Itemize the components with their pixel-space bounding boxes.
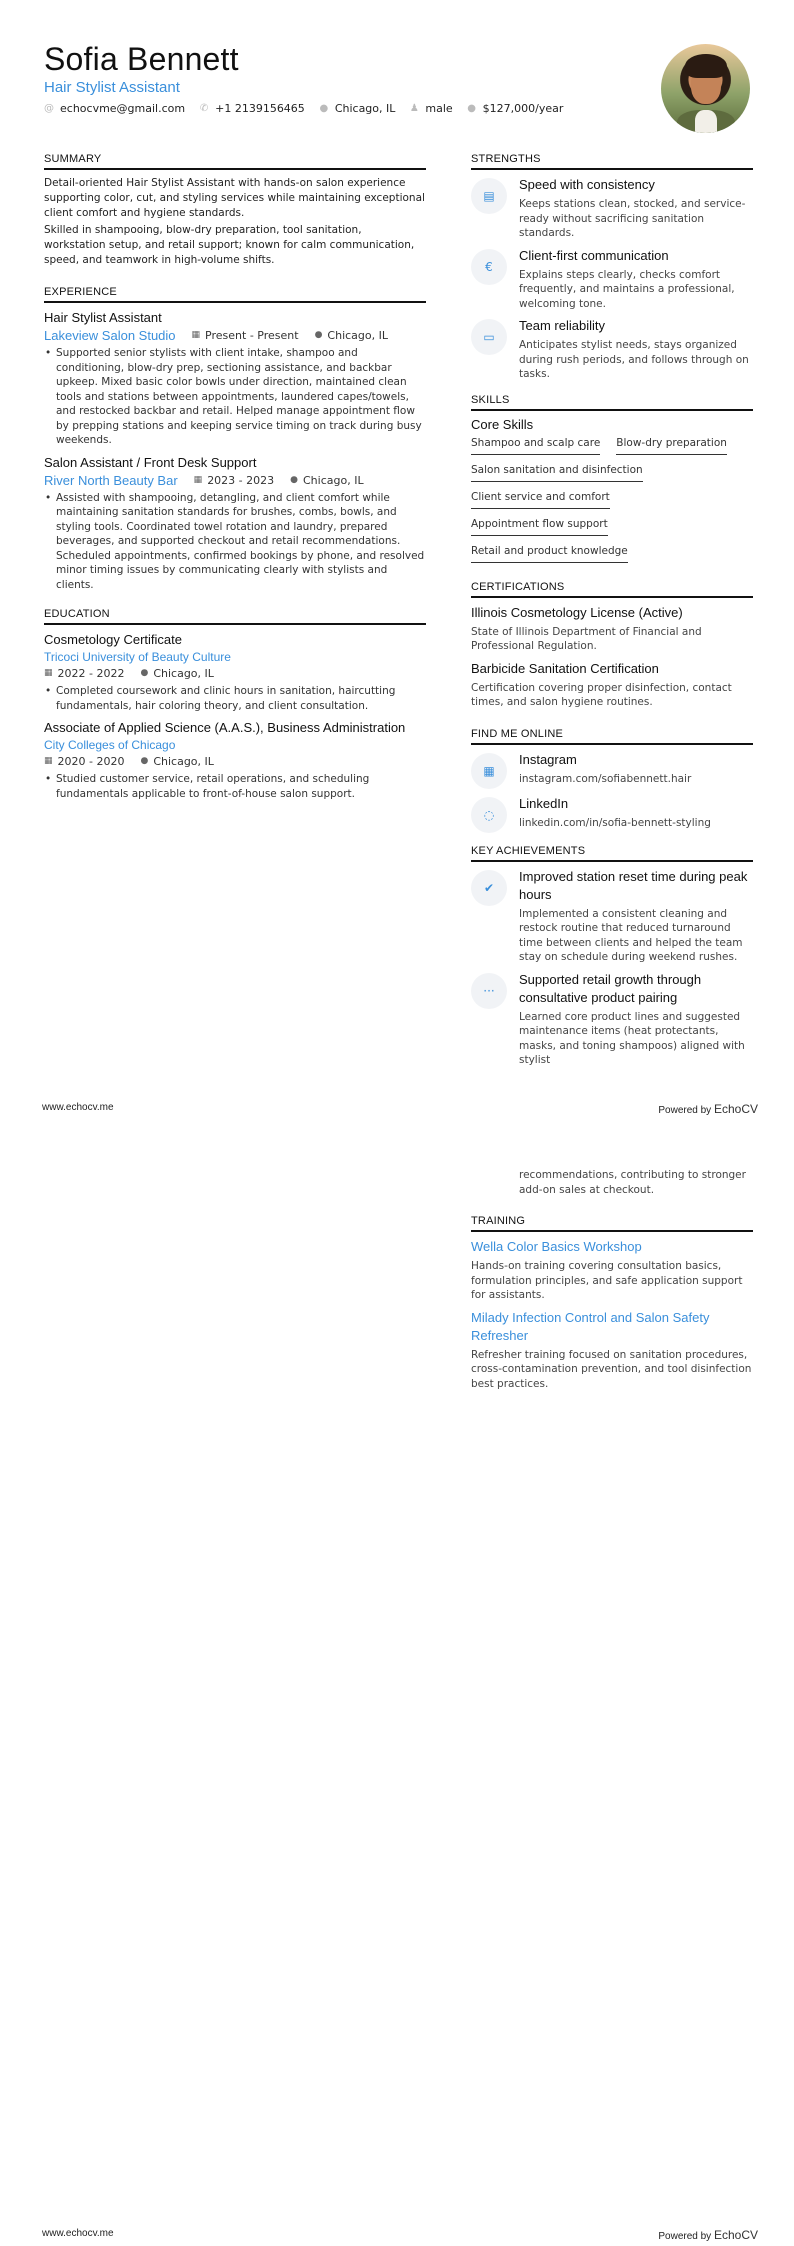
page-footer: www.echocv.me Powered by EchoCV bbox=[42, 2228, 758, 2242]
footer-brand[interactable]: EchoCV bbox=[713, 1102, 758, 1116]
experience-item bbox=[44, 454, 426, 593]
section-heading: CERTIFICATIONS bbox=[471, 581, 753, 598]
summary-paragraph: Skilled in shampooing, blow-dry preparation, tool sanitation, workstation setup, and retail support; known for calm communication, speed, and teamwork in high-volume shifts. bbox=[44, 224, 415, 266]
euro-coin-icon: € bbox=[471, 249, 507, 285]
certification-item: Illinois Cosmetology License (Active) State of Illinois Department of Financial and Professional Regulation. bbox=[471, 604, 702, 652]
location-pin-icon: ● bbox=[319, 103, 329, 114]
location-pin-icon: ● bbox=[140, 668, 149, 678]
degree: Associate of Applied Science (A.A.S.), Business Administration bbox=[44, 720, 406, 735]
contact-location: ● Chicago, IL bbox=[319, 102, 396, 115]
contact-phone[interactable]: ✆ +1 2139156465 bbox=[199, 102, 305, 115]
strengths-section bbox=[471, 153, 753, 382]
training-item: Wella Color Basics Workshop Hands-on training covering consultation basics, formulation principles, and safe application support for assistants. bbox=[471, 1239, 743, 1301]
profile-link[interactable]: linkedin.com/in/sofia-bennett-styling bbox=[519, 816, 711, 829]
degree: Cosmetology Certificate bbox=[44, 632, 182, 647]
job-dates: Present - Present bbox=[205, 329, 299, 342]
footer-brand[interactable]: EchoCV bbox=[713, 2228, 758, 2242]
salary-icon: ● bbox=[467, 103, 477, 114]
location-pin-icon: ● bbox=[314, 330, 323, 340]
strength-item: € Client-first communication Explains steps clearly, checks comfort frequently, and maintains a professional, welcoming tone. bbox=[471, 247, 753, 312]
left-column bbox=[44, 153, 426, 801]
school-name: City Colleges of Chicago bbox=[44, 738, 176, 752]
achievement-item: ··· Supported retail growth through consultative product pairing Learned core product lines and suggested maintenance items (heat protectants, masks, and toning shampoos) aligned with stylist bbox=[471, 971, 753, 1068]
summary-paragraph: Detail-oriented Hair Stylist Assistant with hands-on salon experience supporting color, cut, and styling services while maintaining exceptional client comfort and hygiene standards. bbox=[44, 177, 425, 219]
skill-tag: Shampoo and scalp care bbox=[471, 434, 600, 455]
contact-salary: ● $127,000/year bbox=[467, 102, 564, 115]
online-profile-item[interactable]: ▦ Instagram instagram.com/sofiabennett.hair bbox=[471, 751, 753, 789]
person-icon: ♟ bbox=[409, 103, 419, 114]
right-column-page-2 bbox=[471, 1168, 753, 1391]
candidate-name: Sofia Bennett bbox=[44, 41, 239, 77]
location-pin-icon: ● bbox=[140, 756, 149, 766]
education-bullet: • Completed coursework and clinic hours in sanitation, haircutting fundamentals, hair coloring theory, and client consultation. bbox=[44, 684, 426, 713]
profile-link[interactable]: instagram.com/sofiabennett.hair bbox=[519, 772, 692, 785]
right-column bbox=[471, 153, 753, 1074]
skill-tag: Salon sanitation and disinfection bbox=[471, 461, 643, 482]
education-item: Cosmetology Certificate Tricoci University of Beauty Culture ▦ 2022 - 2022 ● Chicago, IL • Completed coursework and clinic hours in sanitation, haircutting fundamentals, hair coloring theory, and client consultation. bbox=[44, 631, 426, 713]
building-icon: ▦ bbox=[471, 753, 507, 789]
calendar-icon: ▦ bbox=[44, 756, 53, 766]
section-heading: STRENGTHS bbox=[471, 153, 753, 170]
achievements-section bbox=[471, 845, 753, 1068]
school-name: Tricoci University of Beauty Culture bbox=[44, 650, 231, 664]
training-item: Milady Infection Control and Salon Safety Refresher Refresher training focused on sanitation procedures, cross-contamination prevention, and tool disinfection best practices. bbox=[471, 1309, 752, 1390]
avatar bbox=[661, 44, 750, 133]
candidate-title: Hair Stylist Assistant bbox=[44, 79, 180, 96]
section-heading: EDUCATION bbox=[44, 608, 426, 625]
education-section bbox=[44, 608, 426, 801]
job-dates: 2023 - 2023 bbox=[207, 473, 275, 487]
achievement-continuation: recommendations, contributing to stronger add-on sales at checkout. bbox=[519, 1169, 746, 1196]
achievement-item: ✔ Improved station reset time during peak hours Implemented a consistent cleaning and restock routine that reduced turnaround time between clients and helped the team stay on schedule during weekend rushes. bbox=[471, 868, 753, 965]
skills-section bbox=[471, 394, 753, 569]
check-circle-icon: ✔ bbox=[471, 870, 507, 906]
contact-row bbox=[44, 102, 563, 115]
job-bullet: • Assisted with shampooing, detangling, and client comfort while maintaining sanitation standards for brushes, combs, bowls, and styling tools. Coordinated towel rotation and laundry, prepared beverages, and supported checkout and retail recommendations. Scheduled appointments, confirmed bookings by phone, and resolved minor timing issues by communicating clearly with stylists and clients. bbox=[44, 491, 426, 593]
footer-site-link[interactable]: www.echocv.me bbox=[42, 2228, 114, 2239]
section-heading: TRAINING bbox=[471, 1215, 753, 1232]
job-role: Hair Stylist Assistant bbox=[44, 310, 162, 325]
calendar-icon: ▦ bbox=[44, 668, 53, 678]
resume-header bbox=[44, 40, 563, 115]
skills-subheading: Core Skills bbox=[471, 416, 534, 432]
phone-icon: ✆ bbox=[199, 103, 209, 114]
online-section bbox=[471, 728, 753, 833]
training-section bbox=[471, 1215, 753, 1391]
at-icon: @ bbox=[44, 103, 54, 114]
skill-tag: Blow-dry preparation bbox=[616, 434, 727, 455]
education-bullet: • Studied customer service, retail operations, and scheduling fundamentals applicable to front-of-house salon support. bbox=[44, 772, 426, 801]
strength-item: ▤ Speed with consistency Keeps stations clean, stocked, and service-ready without sacrificing sanitation standards. bbox=[471, 176, 753, 241]
toggle-icon: ▭ bbox=[471, 319, 507, 355]
contact-email[interactable]: @ echocvme@gmail.com bbox=[44, 102, 186, 115]
summary-section bbox=[44, 153, 426, 268]
company-name: River North Beauty Bar bbox=[44, 472, 178, 488]
skills-list bbox=[471, 434, 753, 569]
skill-tag: Appointment flow support bbox=[471, 515, 608, 536]
calendar-icon: ▦ bbox=[193, 474, 203, 485]
job-role: Salon Assistant / Front Desk Support bbox=[44, 454, 257, 470]
experience-section bbox=[44, 286, 426, 592]
page-footer: www.echocv.me Powered by EchoCV bbox=[42, 1102, 758, 1116]
job-bullet: • Supported senior stylists with client intake, shampoo and conditioning, blow-dry prep, sectioning assistance, and backbar upkeep. Mixed basic color bowls under direction, maintained clean tools and stations between appointments, laundered capes/towels, and restocked backbar and retail. Helped manage appointment flow by prepping stations and keeping service timing on track during busy weekends. bbox=[44, 346, 426, 448]
job-location: Chicago, IL bbox=[303, 473, 364, 487]
document-icon: ▤ bbox=[471, 178, 507, 214]
certification-item: Barbicide Sanitation Certification Certification covering proper disinfection, contact times, and salon hygiene routines. bbox=[471, 660, 732, 708]
calendar-icon: ▦ bbox=[191, 330, 201, 340]
job-location: Chicago, IL bbox=[327, 329, 388, 342]
skill-tag: Retail and product knowledge bbox=[471, 542, 628, 563]
section-heading: EXPERIENCE bbox=[44, 286, 426, 303]
location-pin-icon: ● bbox=[290, 474, 298, 485]
online-profile-item[interactable]: ◌ LinkedIn linkedin.com/in/sofia-bennett-styling bbox=[471, 795, 753, 833]
dotted-circle-icon: ◌ bbox=[471, 797, 507, 833]
section-heading: SKILLS bbox=[471, 394, 753, 411]
section-heading: FIND ME ONLINE bbox=[471, 728, 753, 745]
skill-tag: Client service and comfort bbox=[471, 488, 610, 509]
section-heading: KEY ACHIEVEMENTS bbox=[471, 845, 753, 862]
certifications-section bbox=[471, 581, 753, 710]
education-item: Associate of Applied Science (A.A.S.), Business Administration City Colleges of Chicago ▦ 2020 - 2020 ● Chicago, IL • Studied customer service, retail operations, and scheduling fundamentals applicable to front-of-house salon support. bbox=[44, 719, 426, 801]
section-heading: SUMMARY bbox=[44, 153, 426, 170]
footer-site-link[interactable]: www.echocv.me bbox=[42, 1102, 114, 1113]
company-name: Lakeview Salon Studio bbox=[44, 328, 176, 343]
contact-gender: ♟ male bbox=[409, 102, 453, 115]
strength-item: ▭ Team reliability Anticipates stylist needs, stays organized during rush periods, and follows through on tasks. bbox=[471, 317, 753, 382]
experience-item bbox=[44, 309, 426, 448]
ellipsis-icon: ··· bbox=[471, 973, 507, 1009]
